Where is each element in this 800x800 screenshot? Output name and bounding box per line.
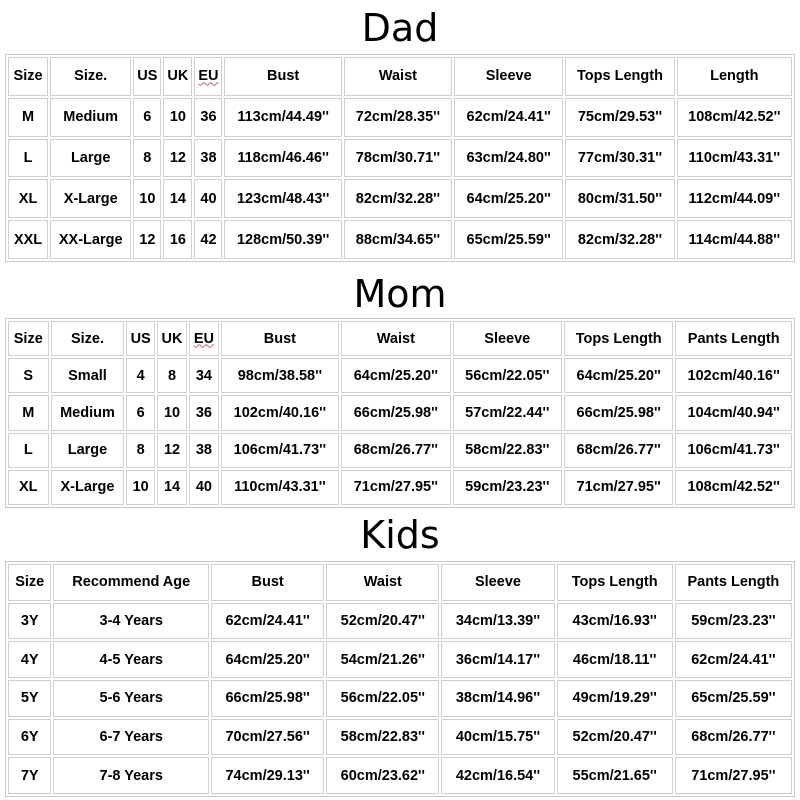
header-cell: Sleeve: [453, 321, 562, 356]
table-cell: 7-8 Years: [53, 757, 209, 794]
table-cell: 10: [126, 470, 154, 505]
header-cell: Size: [8, 564, 51, 601]
table-cell: X-Large: [50, 179, 131, 218]
header-cell: Length: [677, 57, 792, 96]
table-cell: 104cm/40.94'': [675, 395, 792, 430]
header-cell: Tops Length: [564, 321, 673, 356]
table-cell: 88cm/34.65'': [344, 220, 452, 259]
size-table-mom: [5, 318, 795, 508]
table-cell: Medium: [50, 98, 131, 137]
table-cell: 102cm/40.16'': [675, 358, 792, 393]
table-cell: 8: [157, 358, 187, 393]
table-cell: 72cm/28.35'': [344, 98, 452, 137]
table-cell: 66cm/25.98'': [564, 395, 673, 430]
table-row: [8, 603, 792, 640]
table-cell: 59cm/23.23'': [675, 603, 792, 640]
table-cell: 106cm/41.73'': [675, 433, 792, 468]
table-row: [8, 98, 792, 137]
table-cell: 8: [133, 139, 161, 178]
header-cell: UK: [157, 321, 187, 356]
table-cell: 62cm/24.41'': [211, 603, 324, 640]
size-table-dad: [5, 54, 795, 262]
table-cell: 7Y: [8, 757, 51, 794]
table-cell: 40cm/15.75'': [441, 719, 554, 756]
size-table-kids: [5, 561, 795, 797]
table-cell: 110cm/43.31'': [221, 470, 340, 505]
table-row: [8, 680, 792, 717]
table-cell: 62cm/24.41'': [454, 98, 563, 137]
table-cell: XL: [8, 179, 48, 218]
table-cell: 75cm/29.53'': [565, 98, 674, 137]
table-cell: 34cm/13.39'': [441, 603, 554, 640]
header-cell: Waist: [341, 321, 450, 356]
table-cell: 6-7 Years: [53, 719, 209, 756]
table-row: [8, 139, 792, 178]
header-cell: Size.: [51, 321, 125, 356]
table-cell: 68cm/26.77'': [341, 433, 450, 468]
table-cell: 40: [189, 470, 218, 505]
table-cell: 78cm/30.71'': [344, 139, 452, 178]
table-cell: 54cm/21.26'': [326, 641, 439, 678]
table-cell: 3-4 Years: [53, 603, 209, 640]
header-cell: Pants Length: [675, 321, 792, 356]
table-cell: X-Large: [51, 470, 125, 505]
header-cell: Size: [8, 57, 48, 96]
table-cell: 123cm/48.43'': [224, 179, 341, 218]
table-row: [8, 395, 792, 430]
table-cell: 64cm/25.20'': [564, 358, 673, 393]
table-cell: 71cm/27.95'': [675, 757, 792, 794]
table-cell: 6: [133, 98, 161, 137]
table-cell: Large: [51, 433, 125, 468]
table-row: [8, 220, 792, 259]
header-eu-label: EU: [198, 68, 219, 85]
table-cell: 38: [189, 433, 218, 468]
table-row: [8, 470, 792, 505]
table-cell: 106cm/41.73'': [221, 433, 340, 468]
table-cell: 62cm/24.41'': [675, 641, 792, 678]
table-cell: 58cm/22.83'': [326, 719, 439, 756]
table-cell: 12: [163, 139, 192, 178]
table-cell: 64cm/25.20'': [341, 358, 450, 393]
table-cell: XL: [8, 470, 49, 505]
header-cell: Tops Length: [557, 564, 673, 601]
header-cell: Size: [8, 321, 49, 356]
table-cell: Large: [50, 139, 131, 178]
table-cell: 38: [194, 139, 222, 178]
header-cell: [194, 57, 222, 96]
table-cell: 110cm/43.31'': [677, 139, 792, 178]
table-cell: XX-Large: [50, 220, 131, 259]
table-cell: 118cm/46.46'': [224, 139, 341, 178]
header-cell: Sleeve: [454, 57, 563, 96]
table-cell: 8: [126, 433, 154, 468]
table-cell: 82cm/32.28'': [344, 179, 452, 218]
table-cell: M: [8, 395, 49, 430]
table-cell: 56cm/22.05'': [453, 358, 562, 393]
table-cell: 38cm/14.96'': [441, 680, 554, 717]
table-cell: 12: [157, 433, 187, 468]
table-cell: 36: [194, 98, 222, 137]
header-cell: Bust: [211, 564, 324, 601]
table-cell: 6Y: [8, 719, 51, 756]
table-row: [8, 641, 792, 678]
header-cell: Tops Length: [565, 57, 674, 96]
table-cell: 113cm/44.49'': [224, 98, 341, 137]
table-cell: L: [8, 433, 49, 468]
table-cell: 128cm/50.39'': [224, 220, 341, 259]
table-cell: 80cm/31.50'': [565, 179, 674, 218]
table-cell: 55cm/21.65'': [557, 757, 673, 794]
table-cell: 82cm/32.28'': [565, 220, 674, 259]
table-cell: L: [8, 139, 48, 178]
table-cell: 77cm/30.31'': [565, 139, 674, 178]
header-cell: UK: [163, 57, 192, 96]
table-cell: 40: [194, 179, 222, 218]
table-cell: 42cm/16.54'': [441, 757, 554, 794]
table-cell: 36: [189, 395, 218, 430]
header-cell: Pants Length: [675, 564, 792, 601]
header-cell: US: [126, 321, 154, 356]
table-cell: 68cm/26.77'': [675, 719, 792, 756]
table-row: [8, 757, 792, 794]
header-cell: Recommend Age: [53, 564, 209, 601]
table-cell: 4Y: [8, 641, 51, 678]
header-cell: Size.: [50, 57, 131, 96]
table-cell: 10: [157, 395, 187, 430]
table-cell: 6: [126, 395, 154, 430]
table-cell: 60cm/23.62'': [326, 757, 439, 794]
header-cell: [189, 321, 218, 356]
table-row: [8, 179, 792, 218]
table-cell: 108cm/42.52'': [677, 98, 792, 137]
table-cell: 5-6 Years: [53, 680, 209, 717]
section-title-dad: Dad: [361, 6, 439, 50]
table-cell: 66cm/25.98'': [211, 680, 324, 717]
table-cell: 65cm/25.59'': [675, 680, 792, 717]
table-cell: 66cm/25.98'': [341, 395, 450, 430]
table-cell: 64cm/25.20'': [454, 179, 563, 218]
header-cell: Bust: [221, 321, 340, 356]
section-title-mom: Mom: [353, 272, 447, 316]
table-cell: 49cm/19.29'': [557, 680, 673, 717]
table-cell: 114cm/44.88'': [677, 220, 792, 259]
table-cell: 108cm/42.52'': [675, 470, 792, 505]
section-title-kids: Kids: [360, 513, 440, 557]
table-cell: 57cm/22.44'': [453, 395, 562, 430]
header-cell: Sleeve: [441, 564, 554, 601]
table-cell: M: [8, 98, 48, 137]
table-header-row: [8, 57, 792, 96]
table-cell: 59cm/23.23'': [453, 470, 562, 505]
table-cell: 4: [126, 358, 154, 393]
table-cell: 36cm/14.17'': [441, 641, 554, 678]
table-cell: XXL: [8, 220, 48, 259]
table-cell: 112cm/44.09'': [677, 179, 792, 218]
header-cell: US: [133, 57, 161, 96]
table-cell: 16: [163, 220, 192, 259]
table-cell: 46cm/18.11'': [557, 641, 673, 678]
header-cell: Waist: [344, 57, 452, 96]
table-cell: 102cm/40.16'': [221, 395, 340, 430]
table-cell: 5Y: [8, 680, 51, 717]
table-cell: 68cm/26.77'': [564, 433, 673, 468]
table-cell: 43cm/16.93'': [557, 603, 673, 640]
table-cell: 42: [194, 220, 222, 259]
table-row: [8, 358, 792, 393]
table-cell: 14: [163, 179, 192, 218]
table-cell: Medium: [51, 395, 125, 430]
table-cell: 98cm/38.58'': [221, 358, 340, 393]
table-cell: S: [8, 358, 49, 393]
table-cell: 74cm/29.13'': [211, 757, 324, 794]
table-header-row: [8, 564, 792, 601]
table-header-row: [8, 321, 792, 356]
table-row: [8, 719, 792, 756]
table-cell: 63cm/24.80'': [454, 139, 563, 178]
table-cell: 71cm/27.95'': [341, 470, 450, 505]
header-eu-label: EU: [193, 330, 214, 347]
header-cell: Bust: [224, 57, 341, 96]
table-cell: 34: [189, 358, 218, 393]
table-cell: Small: [51, 358, 125, 393]
table-cell: 4-5 Years: [53, 641, 209, 678]
table-cell: 3Y: [8, 603, 51, 640]
table-cell: 52cm/20.47'': [326, 603, 439, 640]
table-cell: 14: [157, 470, 187, 505]
table-row: [8, 433, 792, 468]
table-cell: 10: [133, 179, 161, 218]
table-cell: 65cm/25.59'': [454, 220, 563, 259]
table-cell: 52cm/20.47'': [557, 719, 673, 756]
table-cell: 71cm/27.95'': [564, 470, 673, 505]
table-cell: 70cm/27.56'': [211, 719, 324, 756]
table-cell: 58cm/22.83'': [453, 433, 562, 468]
table-cell: 10: [163, 98, 192, 137]
table-cell: 12: [133, 220, 161, 259]
table-cell: 64cm/25.20'': [211, 641, 324, 678]
table-cell: 56cm/22.05'': [326, 680, 439, 717]
header-cell: Waist: [326, 564, 439, 601]
